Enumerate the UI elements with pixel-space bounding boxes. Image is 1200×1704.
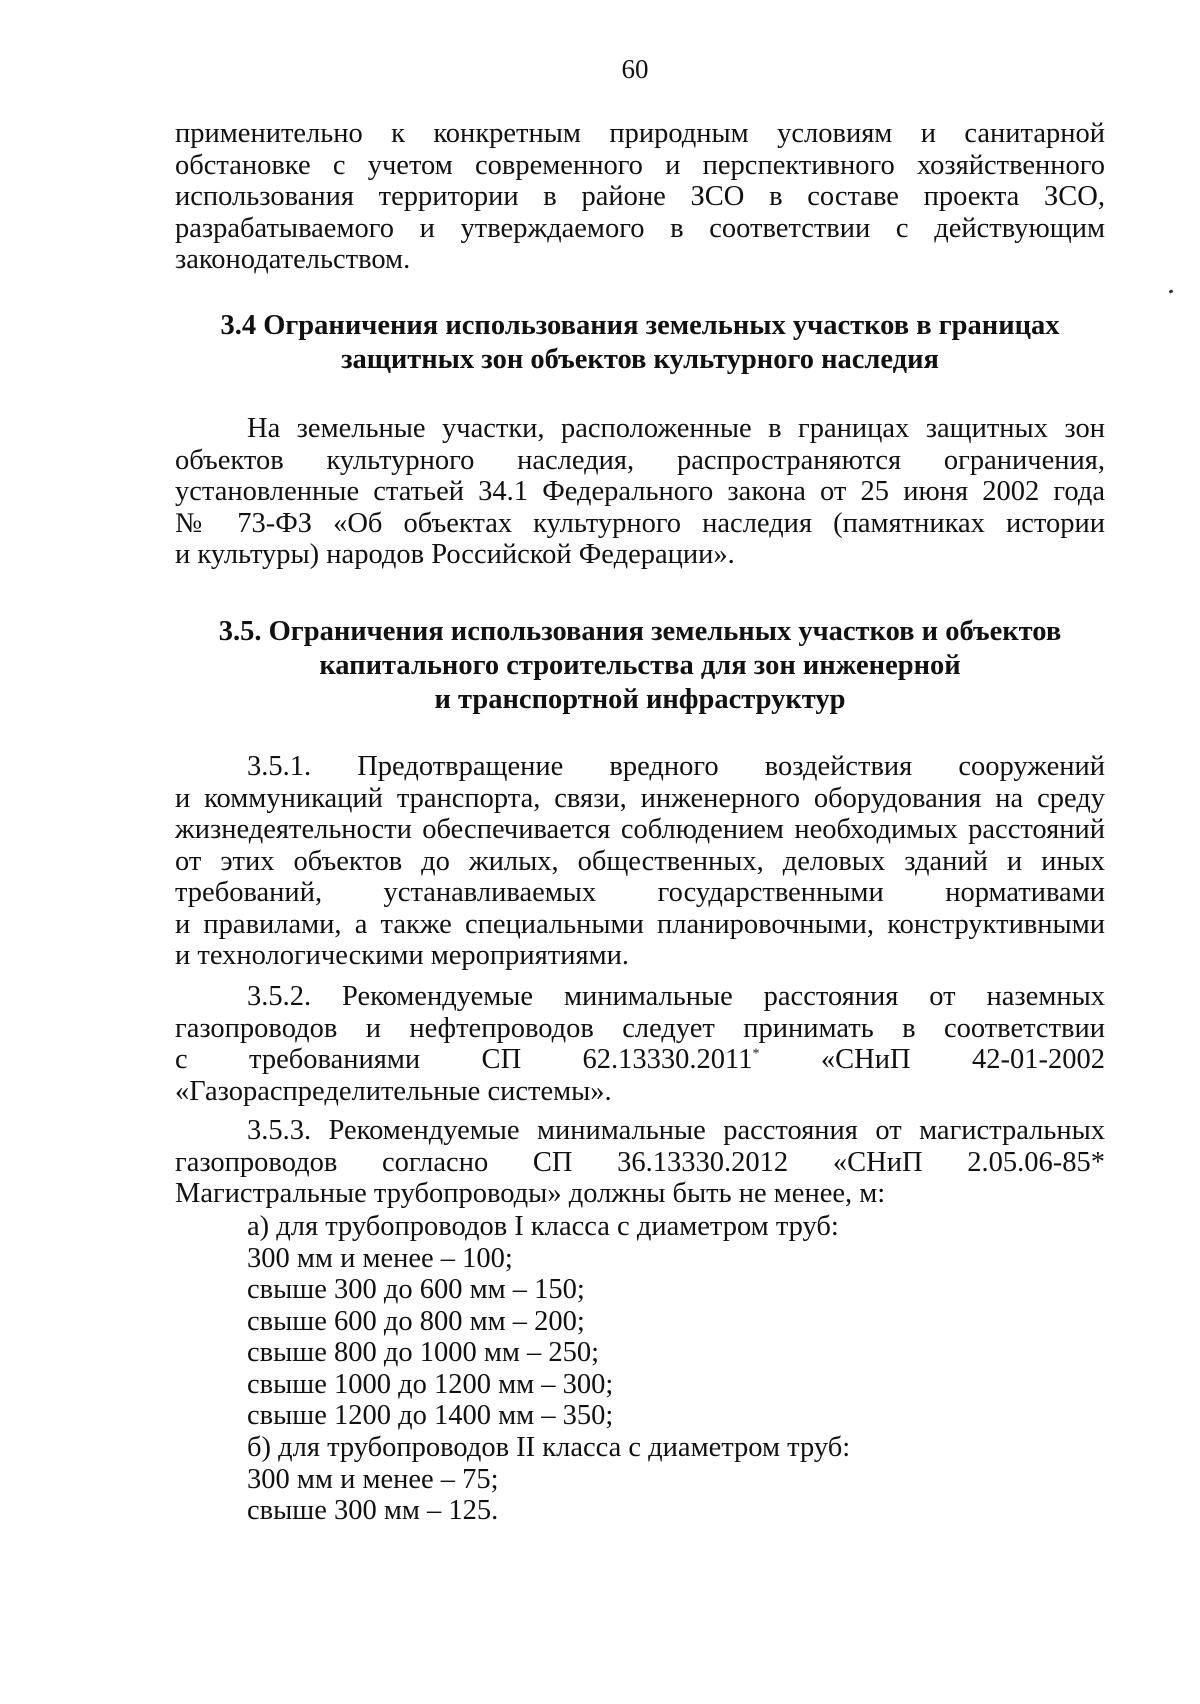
section-3-4-paragraph <box>175 413 1105 571</box>
section-3-4-heading <box>175 309 1105 377</box>
text-line: применительно к конкретным природным условиям и санитарной <box>175 118 1105 149</box>
text-line: 3.5.1. Предотвращение вредного воздействия сооружений <box>247 751 1105 782</box>
text-line: требований, устанавливаемых государственными нормативами <box>175 877 1105 908</box>
paragraph-3-5-3 <box>175 1115 1105 1210</box>
section-3-5-heading <box>175 615 1105 717</box>
list-item: свыше 1200 до 1400 мм – 350; <box>247 1400 614 1431</box>
list-item: свыше 300 мм – 125. <box>247 1495 499 1526</box>
list-item: свыше 800 до 1000 мм – 250; <box>247 1337 600 1368</box>
text-line: использования территории в районе ЗСО в составе проекта ЗСО, <box>175 181 1105 212</box>
list-title: а) для трубопроводов I класса с диаметром труб: <box>247 1211 839 1242</box>
page-number: 60 <box>621 54 649 84</box>
heading-line: капитального строительства для зон инженерной <box>319 650 961 681</box>
heading-line: 3.5. Ограничения использования земельных участков и объектов <box>218 616 1062 647</box>
text-line: от этих объектов до жилых, общественных, деловых зданий и иных <box>175 845 1105 877</box>
text-segment: «СНиП 42-01-2002 <box>759 1044 1105 1075</box>
text-line: 3.5.3. Рекомендуемые минимальные расстояния от магистральных <box>247 1115 1105 1146</box>
text-line: № 73-ФЗ «Об объектах культурного наследия (памятниках истории <box>175 507 1105 539</box>
list-class-1 <box>175 1211 1105 1432</box>
text-line: газопроводов согласно СП 36.13330.2012 «СНиП 2.05.06-85* <box>175 1146 1105 1178</box>
text-line-with-footnote <box>175 1044 1105 1076</box>
heading-line: защитных зон объектов культурного наследия <box>341 344 939 375</box>
text-line: жизнедеятельности обеспечивается соблюдением необходимых расстояний <box>175 814 1105 845</box>
list-title: б) для трубопроводов II класса с диаметром труб: <box>247 1432 851 1463</box>
list-item: свыше 300 до 600 мм – 150; <box>247 1274 585 1305</box>
text-line: и технологическими мероприятиями. <box>175 940 630 971</box>
text-line: и правилами, а также специальными планировочными, конструктивными <box>175 908 1105 940</box>
list-item: свыше 600 до 800 мм – 200; <box>247 1305 585 1337</box>
paragraph-3-5-1 <box>175 751 1105 972</box>
text-line: и культуры) народов Российской Федерации». <box>175 539 735 570</box>
heading-line: 3.4 Ограничения использования земельных участков в границах <box>220 310 1060 341</box>
heading-line: и транспортной инфраструктур <box>434 684 846 715</box>
list-class-2 <box>175 1432 1105 1527</box>
text-line: 3.5.2. Рекомендуемые минимальные расстояния от наземных <box>247 981 1105 1012</box>
intro-paragraph <box>175 118 1105 276</box>
text-line: и коммуникаций транспорта, связи, инженерного оборудования на среду <box>175 782 1105 814</box>
text-line: законодательством. <box>175 244 411 275</box>
footnote-mark: * <box>752 1046 760 1062</box>
list-item: 300 мм и менее – 100; <box>247 1242 513 1274</box>
text-line: объектов культурного наследия, распространяются ограничения, <box>175 444 1105 476</box>
text-line: Магистральные трубопроводы» должны быть не менее, м: <box>175 1178 886 1209</box>
scan-speck <box>1169 289 1174 293</box>
list-item: 300 мм и менее – 75; <box>247 1463 499 1495</box>
paragraph-3-5-2 <box>175 981 1105 1107</box>
text-line: газопроводов и нефтепроводов следует принимать в соответствии <box>175 1012 1105 1044</box>
text-line: обстановке с учетом современного и перспективного хозяйственного <box>175 149 1105 181</box>
text-segment: с требованиями СП 62.13330.2011 <box>175 1044 753 1075</box>
text-line: На земельные участки, расположенные в границах защитных зон <box>247 413 1105 444</box>
text-line: «Газораспределительные системы». <box>175 1075 612 1107</box>
list-item: свыше 1000 до 1200 мм – 300; <box>247 1368 614 1400</box>
text-line: разрабатываемого и утверждаемого в соответствии с действующим <box>175 212 1105 244</box>
text-line: установленные статьей 34.1 Федерального закона от 25 июня 2002 года <box>175 476 1105 507</box>
